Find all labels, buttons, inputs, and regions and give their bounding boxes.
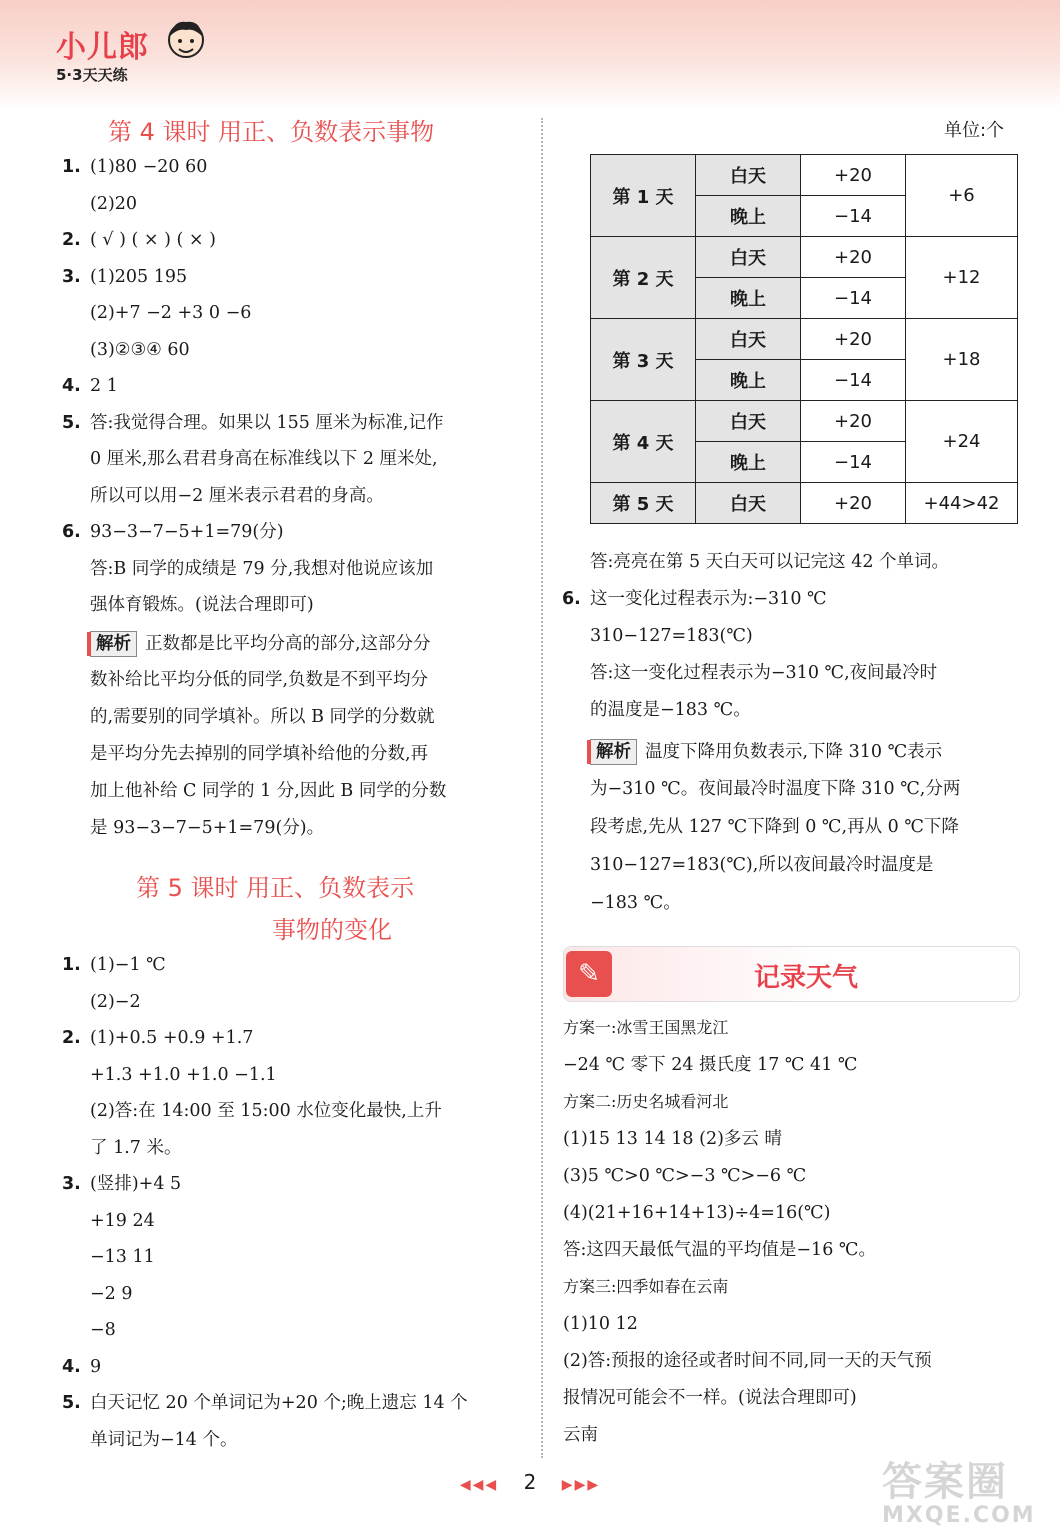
answer-text: +1.3 +1.0 +1.0 −1.1	[90, 1064, 277, 1085]
answer-text: 答:这一变化过程表示为−310 ℃,夜间最冷时	[590, 663, 938, 683]
answer-text: 答:亮亮在第 5 天白天可以记完这 42 个单词。	[590, 552, 950, 572]
question-number: 2.	[62, 1028, 81, 1048]
answer-text: (1)10 12	[563, 1314, 638, 1334]
value-cell: −14	[801, 196, 906, 237]
answer-line	[590, 891, 681, 915]
answer-text: (2)答:在 14:00 至 15:00 水位变化最快,上升	[90, 1101, 442, 1121]
answer-line	[90, 447, 438, 471]
answer-text: 正数都是比平均分高的部分,这部分分	[145, 634, 431, 654]
answer-line	[590, 739, 942, 765]
question-number: 3.	[62, 266, 81, 287]
day-cell: 第 4 天	[591, 401, 696, 483]
time-cell: 白天	[696, 483, 801, 524]
answer-text: 答:我觉得合理。如果以 155 厘米为标准,记作	[90, 412, 444, 433]
value-cell: −14	[801, 360, 906, 401]
table-unit: 单位:个	[944, 120, 1005, 141]
answer-text: 温度下降用负数表示,下降 310 ℃表示	[645, 742, 943, 762]
answer-text: (1)15 13 14 18 (2)多云 晴	[563, 1129, 782, 1149]
total-cell: +12	[906, 237, 1018, 319]
question-number: 4.	[62, 376, 81, 396]
answer-text: 强体育锻炼。(说法合理即可)	[90, 595, 314, 615]
value-cell: +20	[801, 237, 906, 278]
answer-line	[90, 779, 446, 803]
notebook-icon: ✎	[566, 951, 612, 997]
question-number: 3.	[62, 1174, 81, 1194]
answer-text: 方案二:历史名城看河北	[563, 1092, 729, 1111]
total-cell: +18	[906, 319, 1018, 401]
answer-text: ( √ ) ( × ) ( × )	[90, 230, 216, 250]
value-cell: +20	[801, 401, 906, 442]
answer-text: 的,需要别的同学填补。所以 B 同学的分数就	[90, 707, 435, 727]
table-row	[591, 483, 1018, 524]
answer-line	[90, 668, 428, 692]
table-row	[591, 319, 1018, 360]
answer-line	[563, 1312, 638, 1336]
answer-text: (4)(21+16+14+13)÷4=16(℃)	[563, 1203, 831, 1223]
brand-name: 小儿郎	[56, 30, 149, 65]
answer-text: 了 1.7 米。	[90, 1137, 182, 1158]
answer-line	[90, 1318, 116, 1342]
answer-text: 为−310 ℃。夜间最冷时温度下降 310 ℃,分两	[590, 779, 961, 799]
answer-line	[563, 1386, 857, 1410]
answer-text: 9	[90, 1356, 102, 1377]
value-cell: +20	[801, 319, 906, 360]
day-cell: 第 2 天	[591, 237, 696, 319]
answer-line	[90, 1245, 155, 1269]
column-divider	[541, 118, 543, 1458]
answer-line	[563, 1423, 598, 1447]
analysis-tag: 解析	[590, 739, 637, 765]
answer-text: 加上他补给 C 同学的 1 分,因此 B 同学的分数	[90, 781, 447, 801]
answer-line	[62, 374, 118, 398]
question-number: 6.	[62, 522, 81, 542]
answer-text: (3)②③④ 60	[90, 339, 190, 360]
table-row	[591, 155, 1018, 196]
time-cell: 晚上	[696, 442, 801, 483]
answer-text: 段考虑,先从 127 ℃下降到 0 ℃,再从 0 ℃下降	[590, 817, 959, 837]
answer-line	[563, 1090, 728, 1114]
answer-line	[90, 192, 137, 216]
answer-line	[90, 816, 324, 840]
day-cell: 第 1 天	[591, 155, 696, 237]
question-number: 4.	[62, 1356, 81, 1377]
lesson5-title-2: 事物的变化	[272, 916, 392, 944]
answer-line	[90, 1282, 133, 1306]
weather-banner	[563, 946, 1020, 1002]
value-cell: −14	[801, 278, 906, 319]
answer-line	[590, 698, 751, 722]
answer-text: (2)−2	[90, 991, 141, 1012]
answer-text: −8	[90, 1320, 116, 1340]
answer-line	[563, 1053, 857, 1077]
answer-text: (2)20	[90, 193, 138, 214]
time-cell: 晚上	[696, 278, 801, 319]
answer-line	[90, 1209, 155, 1233]
answer-line	[563, 1016, 728, 1040]
answer-line	[563, 1127, 782, 1151]
answer-text: 的温度是−183 ℃。	[590, 700, 751, 720]
time-cell: 白天	[696, 155, 801, 196]
answer-text: 方案一:冰雪王国黑龙江	[563, 1018, 729, 1037]
total-cell: +24	[906, 401, 1018, 483]
answer-line	[563, 1349, 932, 1373]
series-name: 5·3天天练	[56, 66, 128, 84]
answer-text: 是 93−3−7−5+1=79(分)。	[90, 818, 325, 838]
answer-text: (3)5 ℃>0 ℃>−3 ℃>−6 ℃	[563, 1166, 807, 1186]
mascot-icon	[164, 16, 208, 66]
answer-line	[90, 631, 431, 657]
answer-line	[90, 705, 435, 729]
answer-text: (1)80 −20 60	[90, 157, 208, 177]
day-cell: 第 3 天	[591, 319, 696, 401]
answer-line	[90, 338, 190, 362]
answer-text: 云南	[563, 1425, 598, 1445]
answer-line	[62, 520, 284, 544]
answer-text: 报情况可能会不一样。(说法合理即可)	[563, 1388, 857, 1408]
answer-line	[62, 265, 187, 289]
watermark-top: 答案圈	[882, 1459, 1008, 1505]
question-number: 5.	[62, 412, 81, 433]
lesson5-title: 第 5 课时 用正、负数表示	[136, 874, 415, 902]
answer-line	[563, 1164, 806, 1188]
answer-line	[563, 1238, 876, 1262]
answer-text: (1)−1 ℃	[90, 955, 166, 975]
answer-text: 数补给比平均分低的同学,负数是不到平均分	[90, 670, 429, 690]
answer-line	[590, 853, 933, 877]
answer-text: (1)205 195	[90, 266, 188, 287]
answer-text: 所以可以用−2 厘米表示君君的身高。	[90, 485, 384, 506]
answer-text: 答:B 同学的成绩是 79 分,我想对他说应该加	[90, 558, 434, 579]
answer-line	[90, 742, 428, 766]
answer-line	[62, 228, 216, 252]
value-cell: +20	[801, 483, 906, 524]
answer-line	[562, 587, 827, 611]
answer-line	[590, 661, 937, 685]
table-row	[591, 401, 1018, 442]
total-cell: +44>42	[906, 483, 1018, 524]
answer-text: 2 1	[90, 376, 118, 396]
watermark-bottom: MXQE.COM	[882, 1503, 1036, 1528]
answer-line	[62, 1355, 101, 1379]
answer-line	[62, 1026, 253, 1050]
weather-title: 记录天气	[754, 963, 859, 993]
answer-text: 答:这四天最低气温的平均值是−16 ℃。	[563, 1240, 876, 1260]
answer-text: (竖排)+4 5	[90, 1174, 182, 1194]
question-number: 6.	[562, 589, 581, 609]
question-number: 5.	[62, 1393, 81, 1413]
answer-line	[590, 777, 960, 801]
time-cell: 白天	[696, 237, 801, 278]
time-cell: 白天	[696, 401, 801, 442]
answer-line	[62, 1172, 181, 1196]
answer-text: 93−3−7−5+1=79(分)	[90, 522, 284, 542]
answer-text: (1)+0.5 +0.9 +1.7	[90, 1028, 254, 1048]
answer-line	[590, 550, 949, 574]
right-arrows-icon: ▶▶▶	[561, 1477, 601, 1493]
question-number: 2.	[62, 230, 81, 250]
time-cell: 白天	[696, 319, 801, 360]
answer-line	[90, 593, 314, 617]
time-cell: 晚上	[696, 196, 801, 237]
answer-text: 是平均分先去掉别的同学填补给他的分数,再	[90, 744, 429, 764]
answer-line	[563, 1201, 830, 1225]
time-cell: 晚上	[696, 360, 801, 401]
answer-text: (2)+7 −2 +3 0 −6	[90, 303, 252, 323]
total-cell: +6	[906, 155, 1018, 237]
answer-line	[90, 990, 141, 1014]
analysis-tag: 解析	[90, 631, 137, 657]
answer-text: +19 24	[90, 1210, 155, 1231]
answer-text: −2 9	[90, 1283, 133, 1304]
word-memory-table	[590, 154, 1018, 524]
answer-line	[90, 1136, 181, 1160]
answer-text: −24 ℃ 零下 24 摄氏度 17 ℃ 41 ℃	[563, 1055, 858, 1075]
lesson4-title: 第 4 课时 用正、负数表示事物	[108, 118, 435, 146]
brand-logo	[56, 22, 149, 85]
answer-line	[62, 953, 166, 977]
page-number: 2	[523, 1470, 537, 1494]
value-cell: −14	[801, 442, 906, 483]
answer-text: 0 厘米,那么君君身高在标准线以下 2 厘米处,	[90, 449, 438, 469]
header-band	[0, 0, 1060, 110]
answer-text: 310−127=183(℃)	[590, 626, 753, 646]
answer-text: 310−127=183(℃),所以夜间最冷时温度是	[590, 855, 934, 875]
answer-line	[90, 1428, 238, 1452]
answer-line	[90, 484, 384, 508]
question-number: 1.	[62, 157, 81, 177]
answer-text: 单词记为−14 个。	[90, 1429, 238, 1450]
left-arrows-icon: ◀◀◀	[459, 1477, 499, 1493]
answer-line	[90, 1099, 442, 1123]
answer-text: 方案三:四季如春在云南	[563, 1277, 729, 1296]
answer-line	[62, 1391, 468, 1415]
answer-text: −183 ℃。	[590, 893, 681, 913]
answer-text: (2)答:预报的途径或者时间不同,同一天的天气预	[563, 1351, 932, 1371]
answer-line	[90, 1063, 277, 1087]
answer-line	[62, 155, 207, 179]
answer-line	[90, 557, 433, 581]
answer-line	[90, 301, 251, 325]
answer-text: 白天记忆 20 个单词记为+20 个;晚上遗忘 14 个	[90, 1393, 468, 1413]
answer-text: 这一变化过程表示为:−310 ℃	[590, 589, 827, 609]
table-row	[591, 237, 1018, 278]
answer-line	[563, 1275, 728, 1299]
answer-line	[62, 411, 444, 435]
question-number: 1.	[62, 955, 81, 975]
watermark	[882, 1450, 1054, 1528]
day-cell: 第 5 天	[591, 483, 696, 524]
answer-line	[590, 624, 753, 648]
answer-line	[590, 815, 959, 839]
answer-text: −13 11	[90, 1247, 155, 1267]
value-cell: +20	[801, 155, 906, 196]
